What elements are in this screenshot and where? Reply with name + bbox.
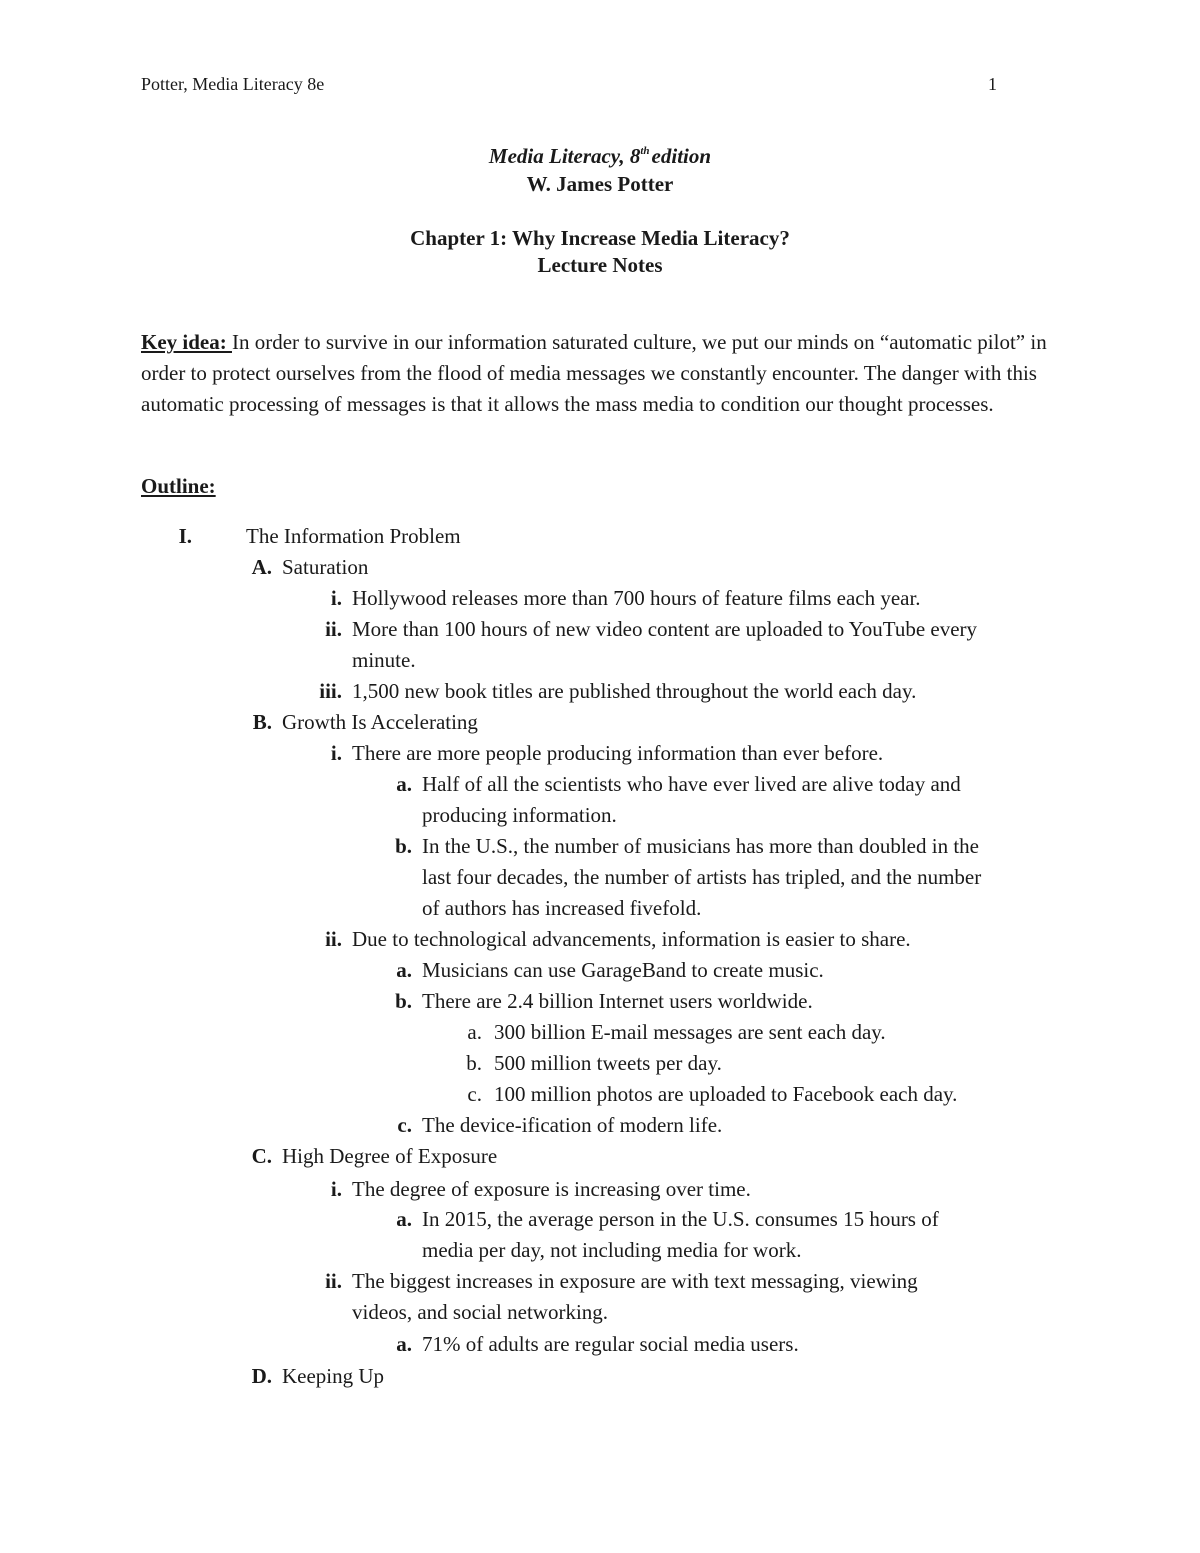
outline-item-text: The biggest increases in exposure are with text messaging, viewing [352, 1269, 918, 1293]
outline-marker: D. [251, 1364, 272, 1388]
outline-item-text: High Degree of Exposure [282, 1144, 498, 1168]
key-idea-label: Key idea: [141, 330, 232, 354]
outline-marker: b. [466, 1051, 482, 1075]
outline-item-text: videos, and social networking. [352, 1300, 609, 1324]
outline-item-text: There are more people producing information than ever before. [352, 741, 884, 765]
outline-item-text: producing information. [422, 803, 617, 827]
outline-marker: ii. [325, 617, 342, 641]
book-title [0, 142, 1200, 170]
outline-marker: a. [396, 1332, 412, 1356]
outline-item-text: 300 billion E-mail messages are sent each day. [494, 1020, 886, 1044]
outline-item-text: 1,500 new book titles are published throughout the world each day. [352, 679, 917, 703]
outline-marker: b. [395, 989, 412, 1013]
outline-marker: i. [330, 586, 342, 610]
outline-item-text: The Information Problem [246, 524, 461, 548]
outline-item-text: of authors has increased fivefold. [422, 896, 702, 920]
outline-marker: c. [467, 1082, 482, 1106]
outline-marker: c. [397, 1113, 412, 1137]
outline-item-text: last four decades, the number of artists has tripled, and the number [422, 865, 982, 889]
outline-item-text: Due to technological advancements, information is easier to share. [352, 927, 911, 951]
outline-marker: I. [178, 524, 192, 548]
outline-marker: iii. [319, 679, 342, 703]
outline-item-text: In 2015, the average person in the U.S. consumes 15 hours of [422, 1207, 939, 1231]
outline-marker: i. [330, 1177, 342, 1201]
outline-item-text: 100 million photos are uploaded to Facebook each day. [494, 1082, 958, 1106]
outline-item-text: 71% of adults are regular social media users. [422, 1332, 799, 1356]
outline-item-text: media per day, not including media for work. [422, 1238, 802, 1262]
outline-item-text: minute. [352, 648, 416, 672]
outline-marker: B. [252, 710, 272, 734]
outline-item-text: Hollywood releases more than 700 hours of feature films each year. [352, 586, 921, 610]
outline-marker: ii. [325, 1269, 342, 1293]
key-idea-text: In order to survive in our information saturated culture, we put our minds on “automatic pilot” in order to protect ourselves from the flood of media messages we constantly encounter. The danger with this automatic processing of messages is that it allows the mass media to condition our thought processes. [141, 330, 1047, 416]
outline-marker: a. [396, 1207, 412, 1231]
book-title-main: Media Literacy, 8 [488, 144, 641, 168]
outline-item-text: 500 million tweets per day. [494, 1051, 722, 1075]
key-idea [141, 327, 1051, 420]
outline-item-text: In the U.S., the number of musicians has more than doubled in the [422, 834, 979, 858]
outline-marker: a. [467, 1020, 482, 1044]
outline-item-text: Saturation [282, 555, 369, 579]
outline-item-text: Keeping Up [282, 1364, 385, 1388]
outline-label: Outline: [141, 474, 216, 498]
outline-item-text: There are 2.4 billion Internet users worldwide. [422, 989, 813, 1013]
chapter-subtitle: Lecture Notes [537, 253, 663, 277]
outline-marker: a. [396, 958, 412, 982]
chapter-title: Chapter 1: Why Increase Media Literacy? [410, 226, 790, 250]
outline-item-text: Growth Is Accelerating [282, 710, 478, 734]
outline-item-text: Half of all the scientists who have ever lived are alive today and [422, 772, 961, 796]
outline-item-text: The device-ification of modern life. [422, 1113, 723, 1137]
book-title-rest: edition [651, 144, 712, 168]
outline-marker: ii. [325, 927, 342, 951]
outline-marker: a. [396, 772, 412, 796]
page-number: 1 [988, 74, 997, 94]
outline-marker: C. [251, 1144, 272, 1168]
outline-marker: i. [330, 741, 342, 765]
outline-item-text: The degree of exposure is increasing over time. [352, 1177, 751, 1201]
outline-marker: A. [251, 555, 272, 579]
outline-marker: b. [395, 834, 412, 858]
author: W. James Potter [526, 172, 674, 196]
running-header: Potter, Media Literacy 8e [141, 74, 325, 94]
outline-item-text: More than 100 hours of new video content are uploaded to YouTube every [352, 617, 978, 641]
book-title-sup: th [640, 145, 650, 157]
outline-item-text: Musicians can use GarageBand to create music. [422, 958, 824, 982]
